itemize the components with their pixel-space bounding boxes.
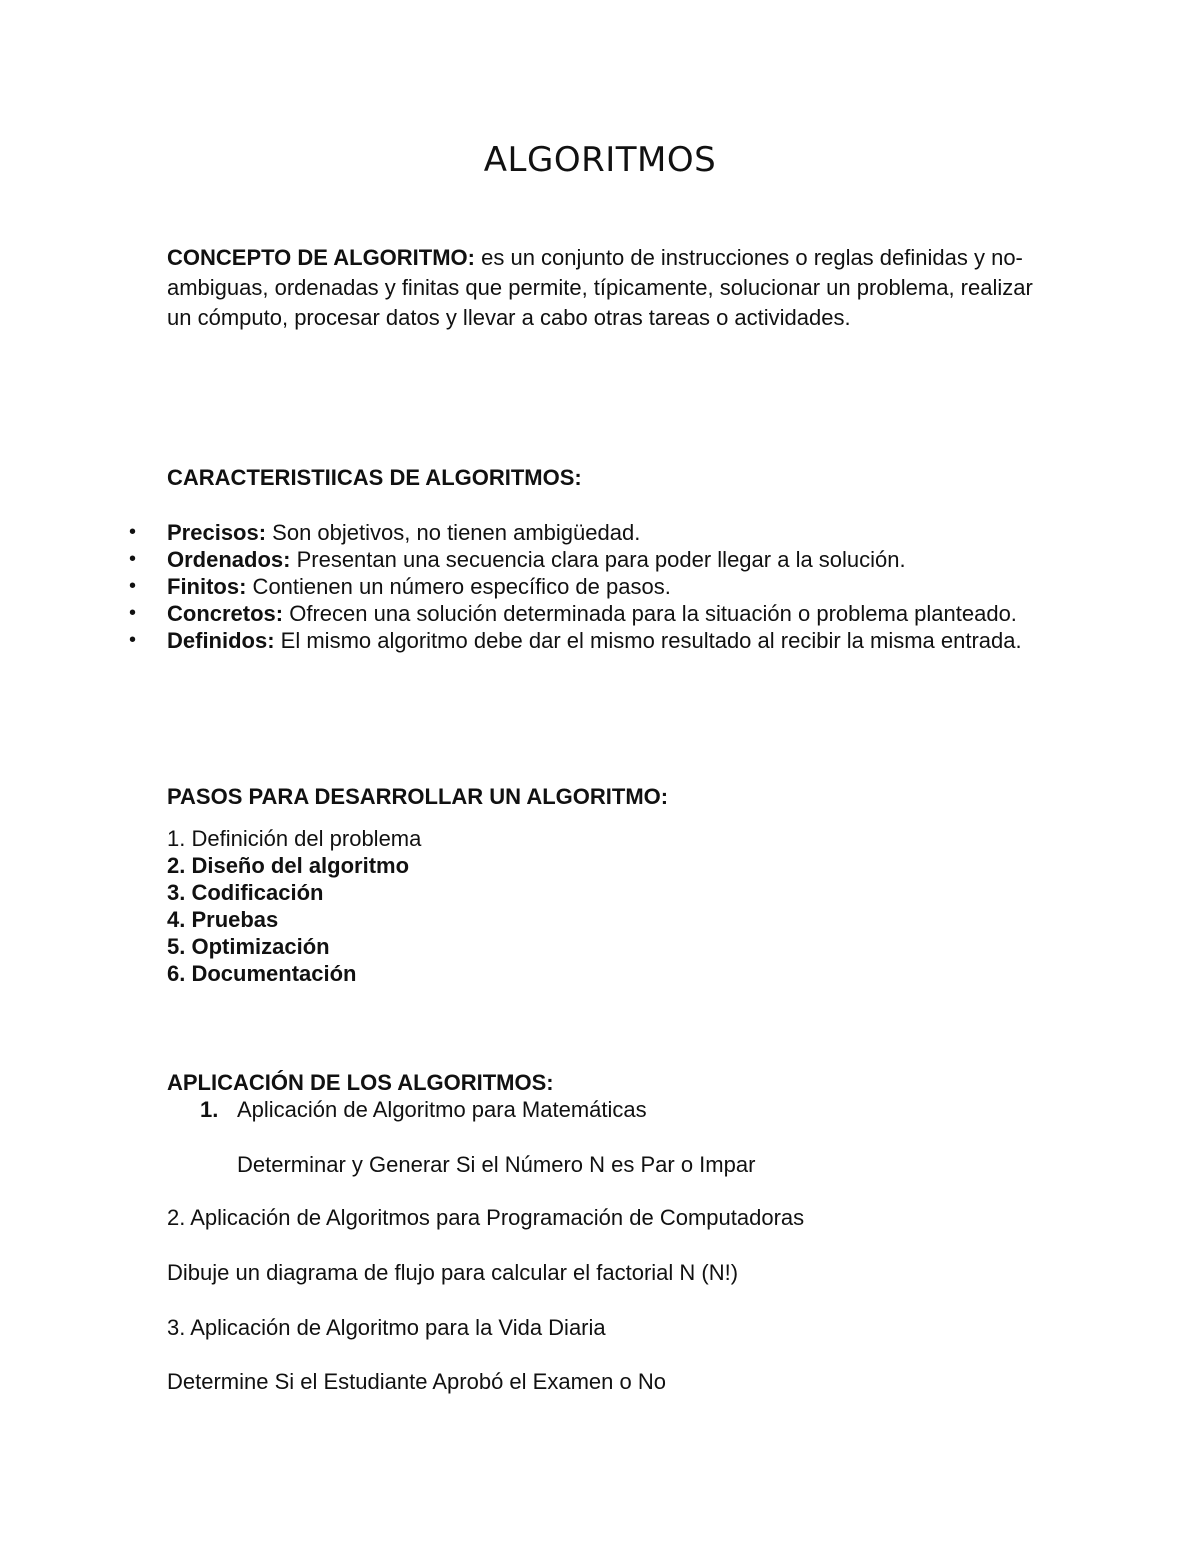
bullet-icon: •	[129, 602, 137, 624]
feature-label: Definidos:	[167, 628, 275, 653]
feature-text: Contienen un número específico de pasos.	[246, 574, 671, 599]
bullet-icon: •	[129, 575, 137, 597]
application-1-number: 1.	[200, 1097, 219, 1122]
list-item	[129, 600, 1037, 627]
step-item: 2. Diseño del algoritmo	[167, 853, 410, 878]
application-3-title: 3. Aplicación de Algoritmo para la Vida Diaria	[167, 1315, 606, 1340]
feature-label: Ordenados:	[167, 547, 291, 572]
features-heading: CARACTERISTIICAS DE ALGORITMOS:	[167, 465, 582, 490]
feature-text: El mismo algoritmo debe dar el mismo resultado al recibir la misma entrada.	[274, 628, 1022, 653]
bullet-icon: •	[129, 548, 137, 570]
bullet-icon: •	[129, 629, 137, 651]
feature-label: Finitos:	[167, 574, 247, 599]
list-item	[129, 519, 1037, 546]
application-1-description: Determinar y Generar Si el Número N es Par o Impar	[237, 1152, 756, 1177]
step-item: 5. Optimización	[167, 934, 330, 959]
application-2-title: 2. Aplicación de Algoritmos para Programación de Computadoras	[167, 1205, 805, 1230]
step-item: 4. Pruebas	[167, 907, 279, 932]
feature-label: Concretos:	[167, 601, 284, 626]
list-item	[129, 573, 1037, 600]
feature-text: Son objetivos, no tienen ambigüedad.	[266, 520, 641, 545]
feature-text: Ofrecen una solución determinada para la situación o problema planteado.	[283, 601, 1017, 626]
feature-text: Presentan una secuencia clara para poder llegar a la solución.	[290, 547, 906, 572]
step-item: 1. Definición del problema	[167, 826, 422, 851]
list-item	[129, 546, 1037, 573]
concept-paragraph	[167, 243, 1037, 333]
document-title: ALGORITMOS	[483, 140, 717, 180]
feature-label: Precisos:	[167, 520, 267, 545]
application-1-title: Aplicación de Algoritmo para Matemáticas	[237, 1097, 647, 1122]
steps-heading: PASOS PARA DESARROLLAR UN ALGORITMO:	[167, 784, 669, 809]
step-item: 3. Codificación	[167, 880, 324, 905]
concept-text: es un conjunto de instrucciones o reglas definidas y no-ambiguas, ordenadas y finitas que permite, típicamente, solucionar un problema, realizar un cómputo, procesar datos y llevar a cabo otras tareas o actividades.	[167, 245, 1033, 330]
application-2-description: Dibuje un diagrama de flujo para calcular el factorial N (N!)	[167, 1260, 739, 1285]
application-3-description: Determine Si el Estudiante Aprobó el Examen o No	[167, 1369, 666, 1394]
step-item: 6. Documentación	[167, 961, 357, 986]
concept-label: CONCEPTO DE ALGORITMO:	[167, 245, 475, 270]
steps-list	[167, 825, 1037, 987]
applications-heading: APLICACIÓN DE LOS ALGORITMOS:	[167, 1070, 554, 1095]
bullet-icon: •	[129, 521, 137, 543]
features-list	[129, 519, 1037, 654]
list-item	[129, 627, 1037, 654]
